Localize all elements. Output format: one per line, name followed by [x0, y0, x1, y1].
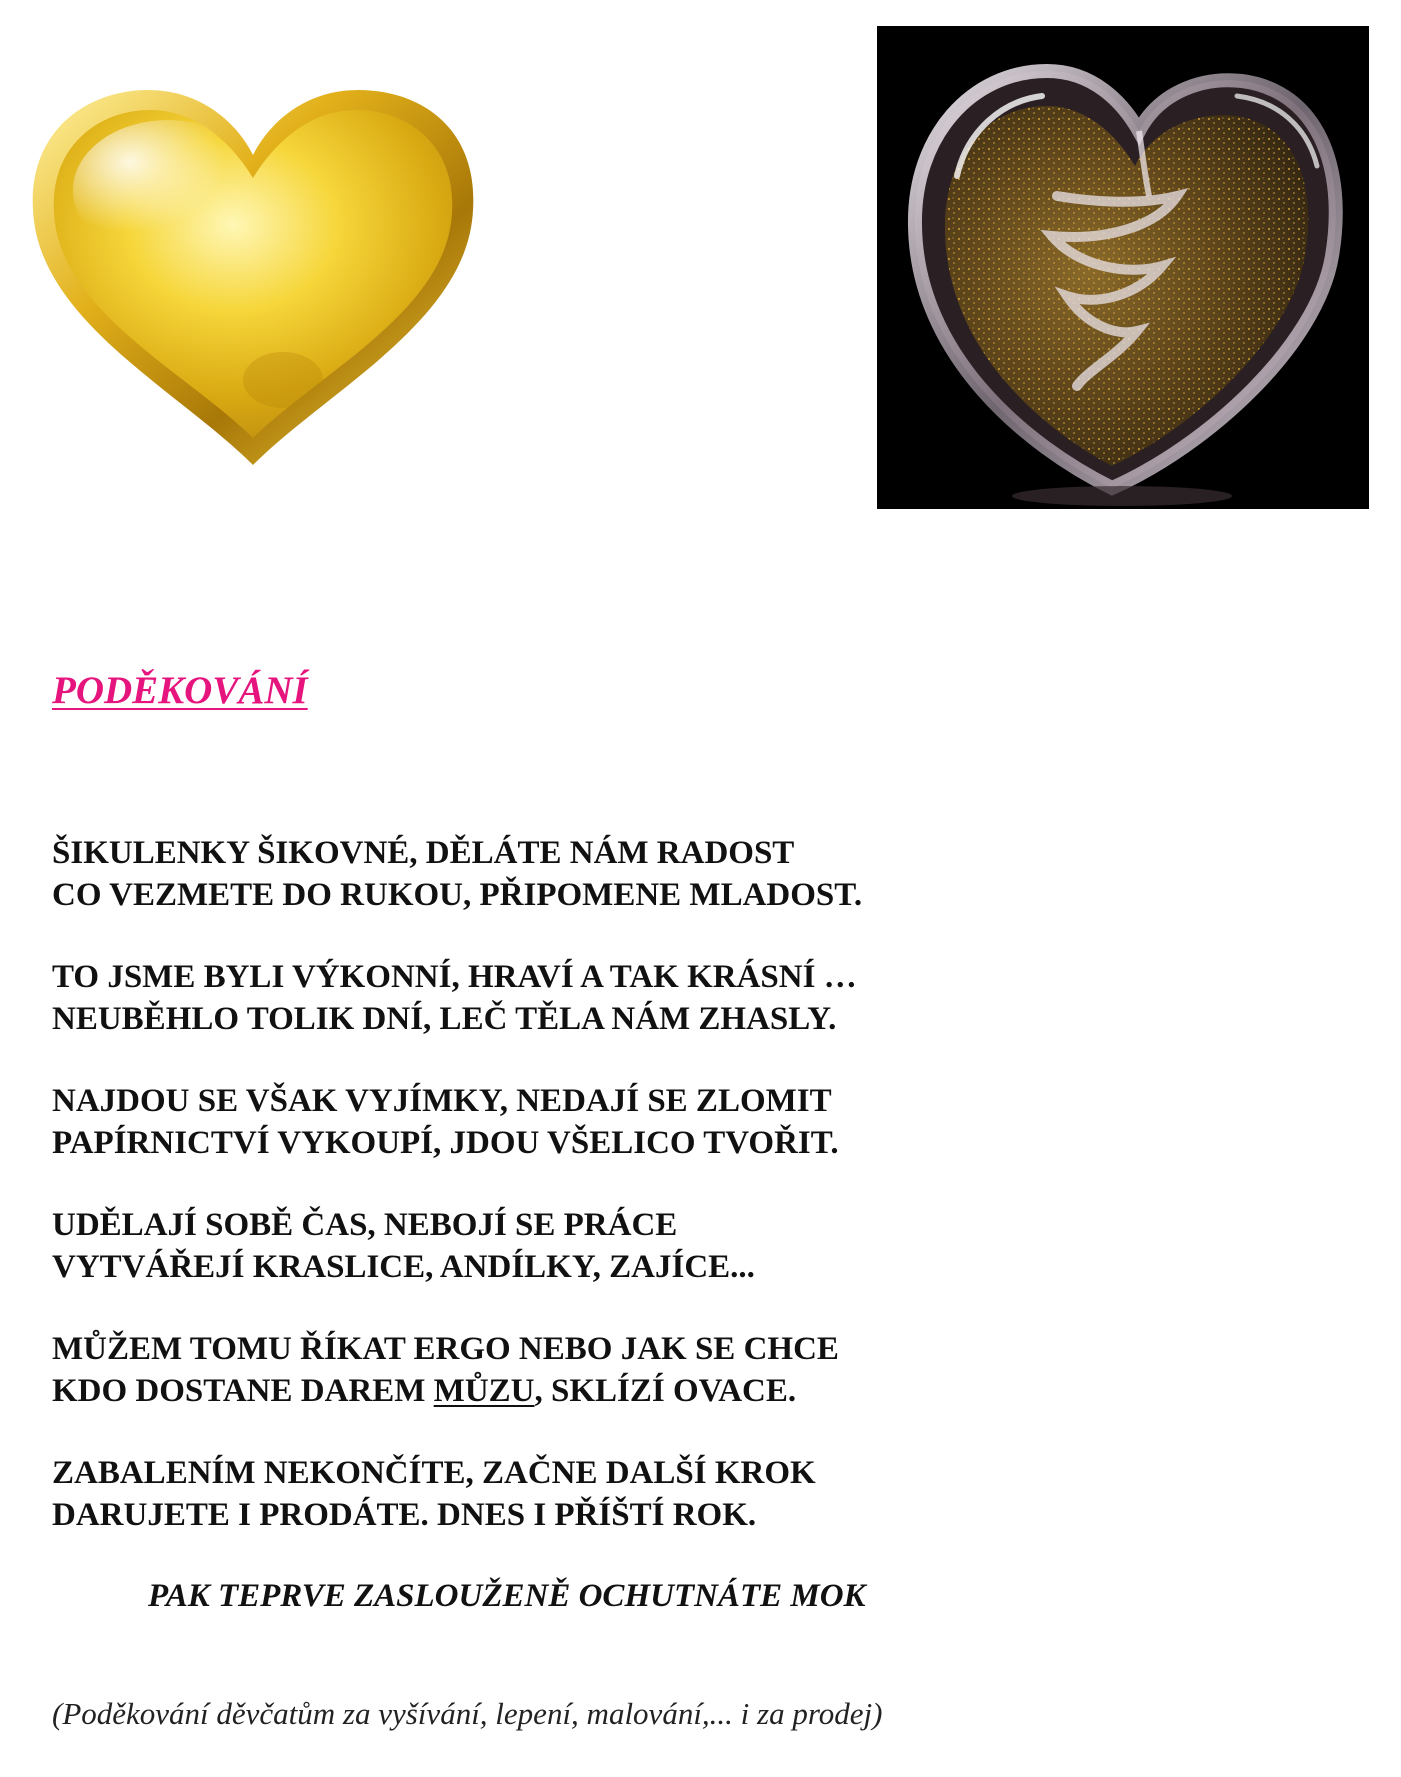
poem-line: DARUJETE I PRODÁTE. DNES I PŘÍŠTÍ ROK. — [52, 1497, 757, 1533]
poem-text: , SKLÍZÍ OVACE. — [534, 1373, 797, 1409]
underlined-word: MŮZU — [433, 1373, 535, 1409]
poem-stanza-1 — [52, 832, 1052, 916]
poem — [52, 832, 1052, 1576]
poem-stanza-4 — [52, 1204, 1052, 1288]
poem-line: UDĚLAJÍ SOBĚ ČAS, NEBOJÍ SE PRÁCE — [52, 1207, 678, 1243]
poem-line: VYTVÁŘEJÍ KRASLICE, ANDÍLKY, ZAJÍCE... — [52, 1249, 755, 1285]
glass-heart-icon — [877, 26, 1369, 509]
poem-stanza-2 — [52, 956, 1052, 1040]
page-title: PODĚKOVÁNÍ — [52, 669, 308, 712]
poem-line: CO VEZMETE DO RUKOU, PŘIPOMENE MLADOST. — [52, 877, 863, 913]
poem-line-with-underline — [52, 1370, 1052, 1412]
poem-line: ZABALENÍM NEKONČÍTE, ZAČNE DALŠÍ KROK — [52, 1455, 816, 1491]
poem-stanza-3 — [52, 1080, 1052, 1164]
poem-line: NEUBĚHLO TOLIK DNÍ, LEČ TĚLA NÁM ZHASLY. — [52, 1001, 837, 1037]
poem-line: ŠIKULENKY ŠIKOVNÉ, DĚLÁTE NÁM RADOST — [52, 835, 795, 871]
poem-text: KDO DOSTANE DAREM — [52, 1373, 434, 1409]
gold-heart-icon — [28, 60, 478, 470]
poem-stanza-5 — [52, 1328, 1052, 1412]
footnote: (Poděkování děvčatům za vyšívání, lepení, malování,... i za prodej) — [52, 1696, 883, 1731]
gold-heart-graphic — [28, 60, 478, 470]
closing-line: PAK TEPRVE ZASLOUŽENĚ OCHUTNÁTE MOK — [148, 1578, 866, 1614]
poem-stanza-6 — [52, 1452, 1052, 1536]
glass-heart-photo — [877, 26, 1369, 509]
poem-line: TO JSME BYLI VÝKONNÍ, HRAVÍ A TAK KRÁSNÍ … — [52, 959, 857, 995]
poem-line: MŮŽEM TOMU ŘÍKAT ERGO NEBO JAK SE CHCE — [52, 1331, 839, 1367]
poem-line: PAPÍRNICTVÍ VYKOUPÍ, JDOU VŠELICO TVOŘIT. — [52, 1125, 839, 1161]
poem-line: NAJDOU SE VŠAK VYJÍMKY, NEDAJÍ SE ZLOMIT — [52, 1083, 832, 1119]
